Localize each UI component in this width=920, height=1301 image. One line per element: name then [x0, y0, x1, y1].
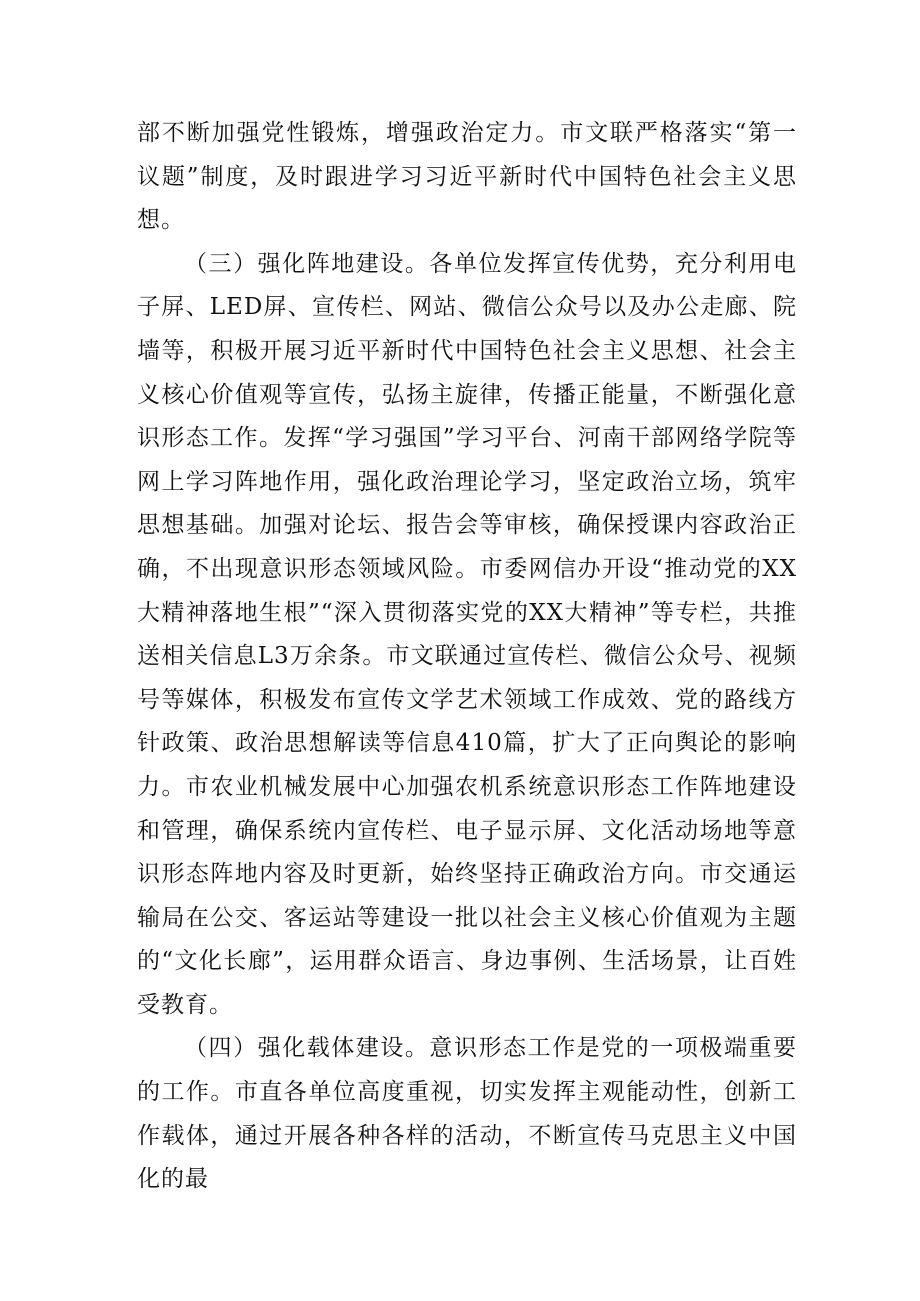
paragraph-continuation: 部不断加强党性锻炼，增强政治定力。市文联严格落实“第一议题”制度，及时跟进学习习近平新时代中国特色社会主义思想。 [137, 120, 797, 234]
document-body [137, 112, 797, 1202]
paragraph-section-3: （三）强化阵地建设。各单位发挥宣传优势，充分利用电子屏、LED屏、宣传栏、网站、微信公众号以及办公走廊、院墙等，积极开展习近平新时代中国特色社会主义思想、社会主义核心价值观等宣传，弘扬主旋律，传播正能量，不断强化意识形态工作。发挥“学习强国”学习平台、河南干部网络学院等网上学习阵地作用，强化政治理论学习，坚定政治立场，筑牢思想基础。加强对论坛、报告会等审核，确保授课内容政治正确，不出现意识形态领域风险。市委网信办开设“推动党的XX大精神落地生根”“深入贯彻落实党的XX大精神”等专栏，共推送相关信息L3万余条。市文联通过宣传栏、微信公众号、视频号等媒体，积极发布宣传文学艺术领域工作成效、党的路线方针政策、政治思想解读等信息410篇，扩大了正向舆论的影响力。市农业机械发展中心加强农机系统意识形态工作阵地建设和管理，确保系统内宣传栏、电子显示屏、文化活动场地等意识形态阵地内容及时更新，始终坚持正确政治方向。市交通运输局在公交、客运站等建设一批以社会主义核心价值观为主题的“文化长廊”，运用群众语言、身边事例、生活场景，让百姓受教育。 [137, 250, 797, 1018]
paragraph-section-4: （四）强化载体建设。意识形态工作是党的一项极端重要的工作。市直各单位高度重视，切实发挥主观能动性，创新工作载体，通过开展各种各样的活动，不断宣传马克思主义中国化的最 [137, 1035, 797, 1193]
